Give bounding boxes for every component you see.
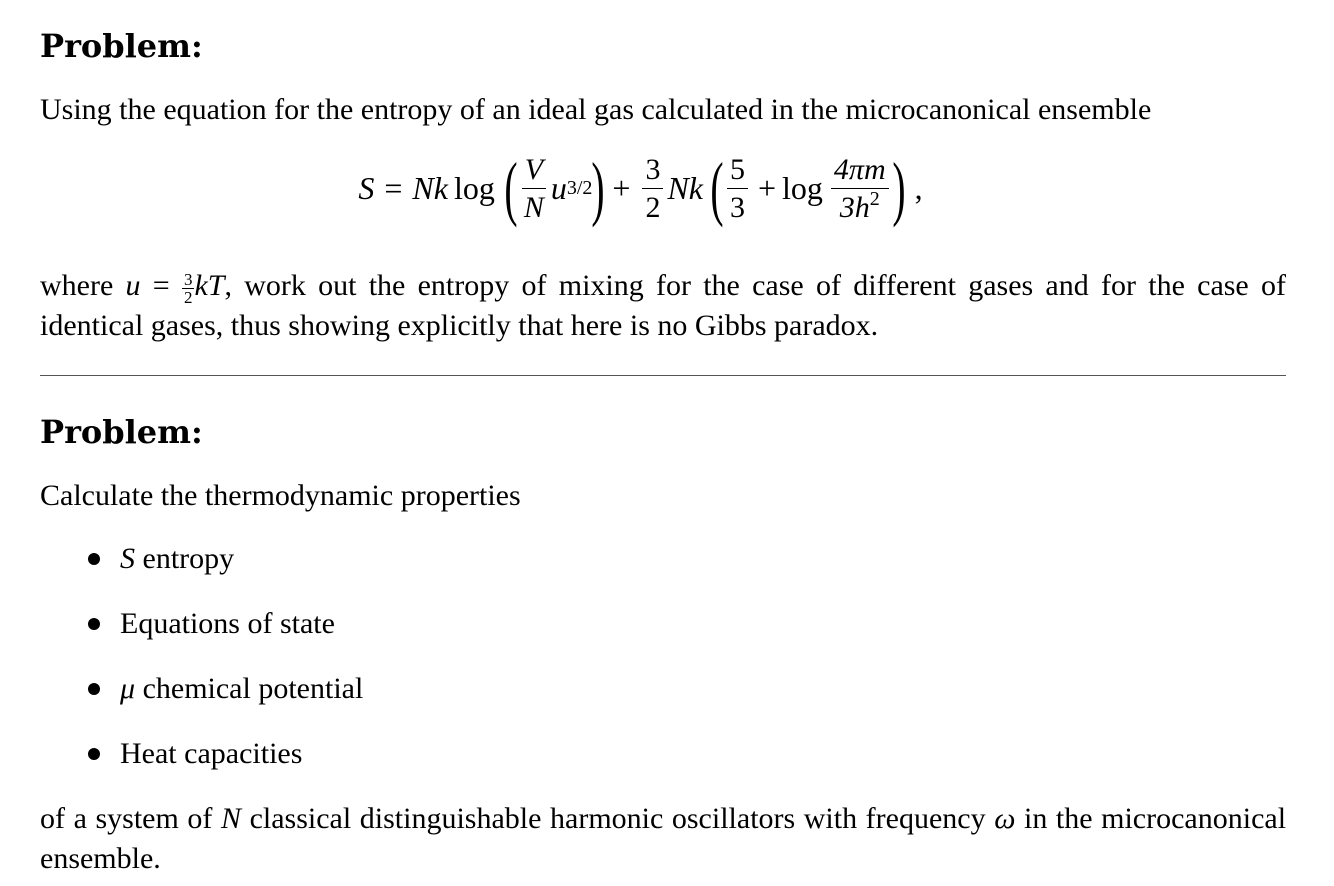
problem-1-intro: Using the equation for the entropy of an ideal gas calculated in the microcanonical ensemble	[40, 93, 1152, 126]
eq-plus-1: +	[612, 169, 631, 206]
inline-kT: kT	[194, 269, 225, 302]
eq-frac-n: N	[523, 190, 544, 224]
eq-equals: =	[384, 169, 403, 206]
eq-left-paren-2: (	[710, 148, 724, 228]
eq-right-paren-2: )	[892, 148, 906, 228]
outro-n: N	[220, 802, 241, 835]
eq-frac-v: V	[522, 153, 546, 189]
eq-nk: Nk	[412, 169, 448, 206]
eq-frac-3: 3	[642, 153, 663, 189]
eq-log-2: log	[782, 169, 823, 206]
eq-frac-3-over-2	[642, 153, 663, 224]
list-item	[40, 731, 1286, 796]
inline-frac-3: 3	[183, 269, 193, 289]
problem-2-intro: Calculate the thermodynamic properties	[40, 479, 521, 512]
inline-frac-2: 2	[183, 287, 193, 307]
eq-frac-3h: 3h	[839, 190, 870, 224]
eq-right-paren-1: )	[591, 148, 606, 228]
bullet-symbol-s: S	[120, 542, 135, 575]
bullet-icon	[88, 748, 100, 760]
eq-lhs: S	[358, 169, 375, 206]
bullet-symbol-mu: μ	[120, 672, 136, 705]
list-item	[40, 666, 1286, 731]
list-item	[40, 601, 1286, 666]
inline-frac-3-over-2	[182, 271, 195, 306]
eq-u: u	[550, 169, 567, 206]
outro-text-2: classical distinguishable harmonic oscillators with frequency	[249, 802, 986, 835]
bullet-icon	[88, 618, 100, 630]
eq-left-paren-1: (	[504, 148, 518, 228]
eq-frac-5-over-3	[727, 153, 748, 224]
problem-1-body-text: , work out the entropy of mixing for the case of different gases and for the case of identical gases, thus showing explicitly that here is no Gibbs paradox.	[40, 269, 1286, 342]
problem-2-heading: Problem:	[40, 413, 203, 451]
outro-text-1: of a system of	[40, 802, 213, 835]
eq-nk-2: Nk	[667, 169, 703, 206]
where-text: where	[40, 269, 114, 302]
inline-u: u	[125, 269, 141, 302]
section-divider	[40, 375, 1286, 376]
problem-1-heading: Problem:	[40, 27, 203, 65]
bullet-icon	[88, 683, 100, 695]
bullet-text-entropy: entropy	[135, 542, 235, 575]
properties-list	[40, 536, 1286, 796]
bullet-text-equations: Equations of state	[120, 607, 335, 640]
eq-frac-v-over-n	[521, 153, 547, 224]
inline-equals: =	[152, 269, 170, 302]
eq-h-exponent: 2	[869, 187, 880, 210]
problem-1-body	[40, 266, 1286, 346]
entropy-equation: S = Nk log ( $\frac{V}{N}$ u 3/2 ) + $\frac{3}{2}$ Nk ( $\frac{5}{3}$ + log $\frac{4\pi m}{3h^2}$ ) ,	[358, 148, 923, 228]
eq-comma: ,	[914, 169, 923, 206]
eq-frac-2: 2	[645, 190, 661, 224]
bullet-text-heat: Heat capacities	[120, 737, 303, 770]
outro-text-3: in the microcanonical ensemble.	[40, 802, 1287, 875]
eq-frac-4pim-over-3h2	[831, 153, 889, 224]
eq-frac-4pim: 4πm	[831, 153, 889, 189]
eq-log-1: log	[453, 169, 495, 206]
outro-omega: ω	[994, 802, 1016, 835]
bullet-text-chemical: chemical potential	[135, 672, 364, 705]
eq-plus-2: +	[757, 169, 777, 206]
bullet-icon	[88, 553, 100, 565]
problem-2-outro	[40, 799, 1286, 879]
eq-frac-3h2	[837, 189, 883, 224]
list-item	[40, 536, 1286, 601]
eq-frac-3b: 3	[729, 190, 745, 224]
eq-frac-5: 5	[727, 153, 748, 189]
